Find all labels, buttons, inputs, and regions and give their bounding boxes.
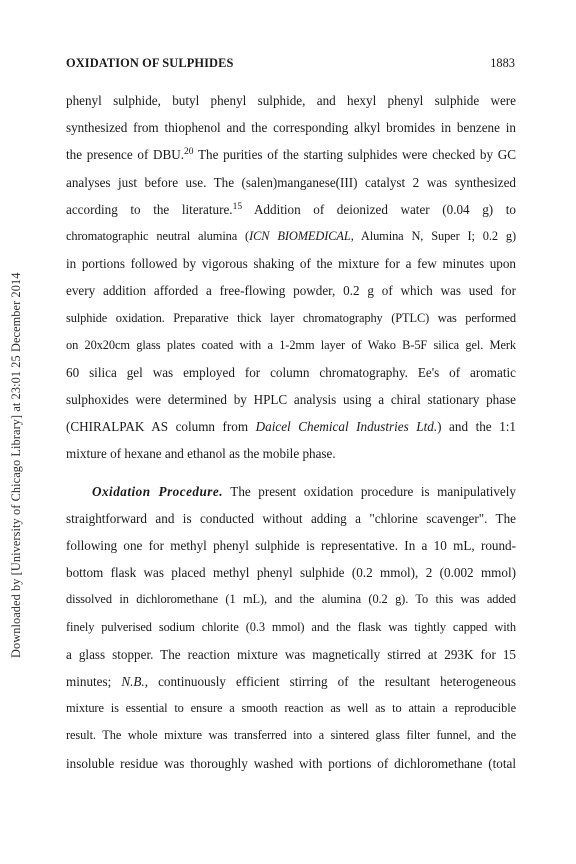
text-line: 60 silica gel was employed for column chromatography. Ee's of aromatic [66, 364, 516, 380]
download-notice: Downloaded by [University of Chicago Library] at 23:01 25 December 2014 [9, 272, 23, 658]
text-line: the presence of DBU.$^{20}$ The purities of the starting sulphides were checked by GC [66, 147, 516, 163]
text-line: in portions followed by vigorous shaking of the mixture for a few minutes upon [66, 256, 516, 272]
text-line: (CHIRALPAK AS column from Daicel Chemical Industries Ltd.) and the 1:1 [66, 419, 516, 435]
text-line: minutes; N.B., continuously efficient stirring of the resultant heterogeneous [66, 673, 517, 689]
text-line: sulphoxides were determined by HPLC analysis using a chiral stationary phase [66, 392, 516, 408]
text-line: synthesized from thiophenol and the corresponding alkyl bromides in benzene in [66, 120, 516, 136]
text-line: mixture is essential to ensure a smooth reaction as well as to attain a reproducible [66, 701, 516, 716]
text-line: phenyl sulphide, butyl phenyl sulphide, and hexyl phenyl sulphide were [66, 93, 516, 108]
text-line: every addition afforded a free-flowing powder, 0.2 g of which was used for [66, 283, 516, 299]
reference-marker: 15 [232, 201, 243, 212]
text-line: dissolved in dichloromethane (1 mL), and the alumina (0.2 g). To this was added [66, 592, 516, 607]
text-line: on 20x20cm glass plates coated with a 1-2mm layer of Wako B-5F silica gel. Merk [66, 337, 516, 352]
text-line: straightforward and is conducted without adding a "chlorine scavenger". The [66, 510, 516, 526]
running-head-title: OXIDATION OF SULPHIDES [66, 56, 234, 70]
running-head [66, 56, 515, 72]
paragraph-oxidation-procedure [66, 478, 516, 777]
reference-marker: 20 [184, 147, 194, 158]
text-line: analyses just before use. The (salen)manganese(III) catalyst 2 was synthesized [66, 174, 516, 190]
text-line: insoluble residue was thoroughly washed with portions of dichloromethane (total [66, 755, 516, 771]
supplier-name: Daicel Chemical Industries Ltd. [255, 419, 438, 435]
section-heading: Oxidation Procedure. [92, 483, 224, 499]
body-text [66, 87, 516, 777]
text-line: finely pulverised sodium chlorite (0.3 mmol) and the flask was tightly capped with [66, 619, 516, 634]
text-line: chromatographic neutral alumina (ICN BIOMEDICAL, Alumina N, Super I; 0.2 g) [66, 228, 516, 243]
text-line: according to the literature.$^{15}$ Addition of deionized water (0.04 g) to [66, 201, 516, 217]
text-line: sulphide oxidation. Preparative thick layer chromatography (PTLC) was performed [66, 310, 516, 325]
text-line: result. The whole mixture was transferred into a sintered glass filter funnel, and the [66, 728, 516, 743]
text-line: mixture of hexane and ethanol as the mobile phase. [66, 446, 336, 462]
paragraph-materials [66, 87, 516, 468]
text-line: bottom flask was placed methyl phenyl sulphide (0.2 mmol), 2 (0.002 mmol) [66, 565, 516, 581]
text-line: Oxidation Procedure. The present oxidation procedure is manipulatively [92, 483, 516, 499]
italic-note: N.B. [121, 673, 145, 689]
supplier-name: ICN BIOMEDICAL [249, 228, 351, 243]
text-line: following one for methyl phenyl sulphide is representative. In a 10 mL, round- [66, 538, 516, 553]
text-line: a glass stopper. The reaction mixture was magnetically stirred at 293K for 15 [66, 646, 516, 662]
page-number: 1883 [490, 56, 515, 70]
download-watermark [9, 170, 25, 660]
